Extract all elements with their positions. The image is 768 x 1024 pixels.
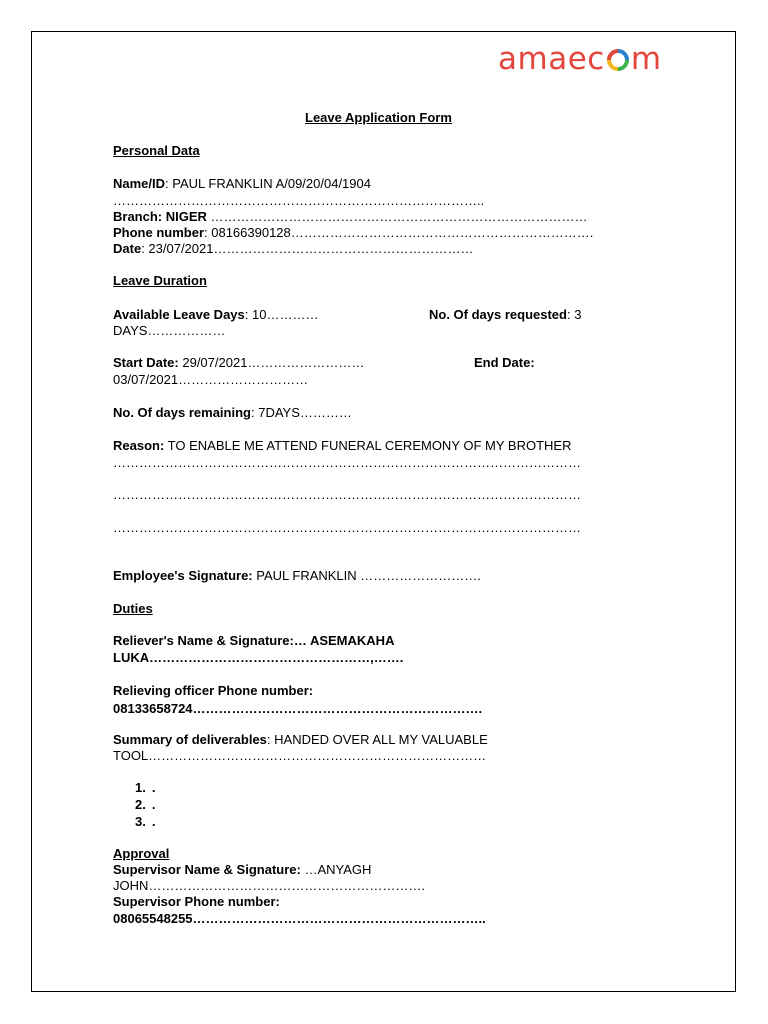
start-date-value: 29/07/2021……………………… [178,355,365,370]
supervisor-line [113,862,371,878]
reason-dots-3: ……………………………………………………………………………………………… [113,520,581,535]
reason-dots-1: ……………………………………………………………………………………………… [113,455,581,470]
days-requested-value: : 3 [566,307,582,322]
days-remaining-line [113,405,352,421]
form-title: Leave Application Form [305,110,452,125]
branch-label: Branch: NIGER [113,209,207,224]
leave-duration-heading: Leave Duration [113,273,207,288]
days-requested-label: No. Of days requested [429,307,567,322]
supervisor-phone-label: Supervisor Phone number: [113,894,280,909]
logo-text-suffix: m [630,41,662,77]
available-days-label: Available Leave Days [113,307,245,322]
employee-signature-value: PAUL FRANKLIN ………………………. [252,568,481,583]
name-id-value: : PAUL FRANKLIN A/09/20/04/1904 [165,176,371,191]
available-days-line [113,307,318,323]
available-days-value: : 10………… [244,307,319,322]
reason-label: Reason: [113,438,165,453]
reason-value: TO ENABLE ME ATTEND FUNERAL CEREMONY OF MY BROTHER [164,438,572,453]
date-value: : 23/07/2021…………………………………………………… [141,241,474,256]
list-item-number: 2. [135,797,146,812]
date-label: Date [113,241,142,256]
reason-line [113,438,571,454]
days-remaining-label: No. Of days remaining [113,405,251,420]
reliever-name-cont: LUKA……………………………………………,……. [113,650,404,665]
personal-data-heading: Personal Data [113,143,200,158]
branch-line [113,209,588,225]
reliever-name-label: Reliever's Name & Signature:… ASEMAKAHA [113,633,395,648]
supervisor-phone-value: 08065548255………………………………………………………….. [113,911,486,926]
summary-cont: TOOL…………………………………………………………………… [113,748,487,763]
list-item-mark: . [151,797,156,812]
phone-value: : 08166390128……………………………………………………………. [204,225,594,240]
approval-heading: Approval [113,846,170,861]
name-id-label: Name/ID [113,176,166,191]
name-id-dots: ………………………………………………………………………….. [113,193,485,208]
end-date-label: End Date: [474,355,535,370]
list-item [135,814,155,829]
end-date-value: 03/07/2021………………………… [113,372,309,387]
list-item-number: 1. [135,780,146,795]
company-logo [498,41,662,77]
branch-dots: …………………………………………………………………………… [206,209,588,224]
list-item [135,797,155,812]
list-item-mark: . [151,780,156,795]
start-date-label: Start Date: [113,355,179,370]
days-requested-line [429,307,581,323]
start-date-line [113,355,364,371]
date-line [113,241,473,257]
logo-ring-icon [605,48,631,70]
phone-label: Phone number [113,225,205,240]
relieving-phone-label: Relieving officer Phone number: [113,683,314,698]
logo-text-prefix: amaec [498,41,605,77]
summary-value: : HANDED OVER ALL MY VALUABLE [266,732,488,747]
duties-heading: Duties [113,601,153,616]
reason-dots-2: ……………………………………………………………………………………………… [113,487,581,502]
summary-label: Summary of deliverables [113,732,267,747]
employee-signature-line [113,568,481,584]
days-requested-cont: DAYS……………… [113,323,226,338]
days-remaining-value: : 7DAYS………… [250,405,352,420]
list-item [135,780,155,795]
supervisor-value: …ANYAGH [300,862,372,877]
relieving-phone-value: 08133658724…………………………………………………………. [113,701,483,716]
summary-line [113,732,488,748]
list-item-number: 3. [135,814,146,829]
phone-line [113,225,593,241]
supervisor-cont: JOHN………………………………………………………. [113,878,425,893]
name-id-line [113,176,371,192]
list-item-mark: . [151,814,156,829]
supervisor-label: Supervisor Name & Signature: [113,862,301,877]
employee-signature-label: Employee's Signature: [113,568,253,583]
